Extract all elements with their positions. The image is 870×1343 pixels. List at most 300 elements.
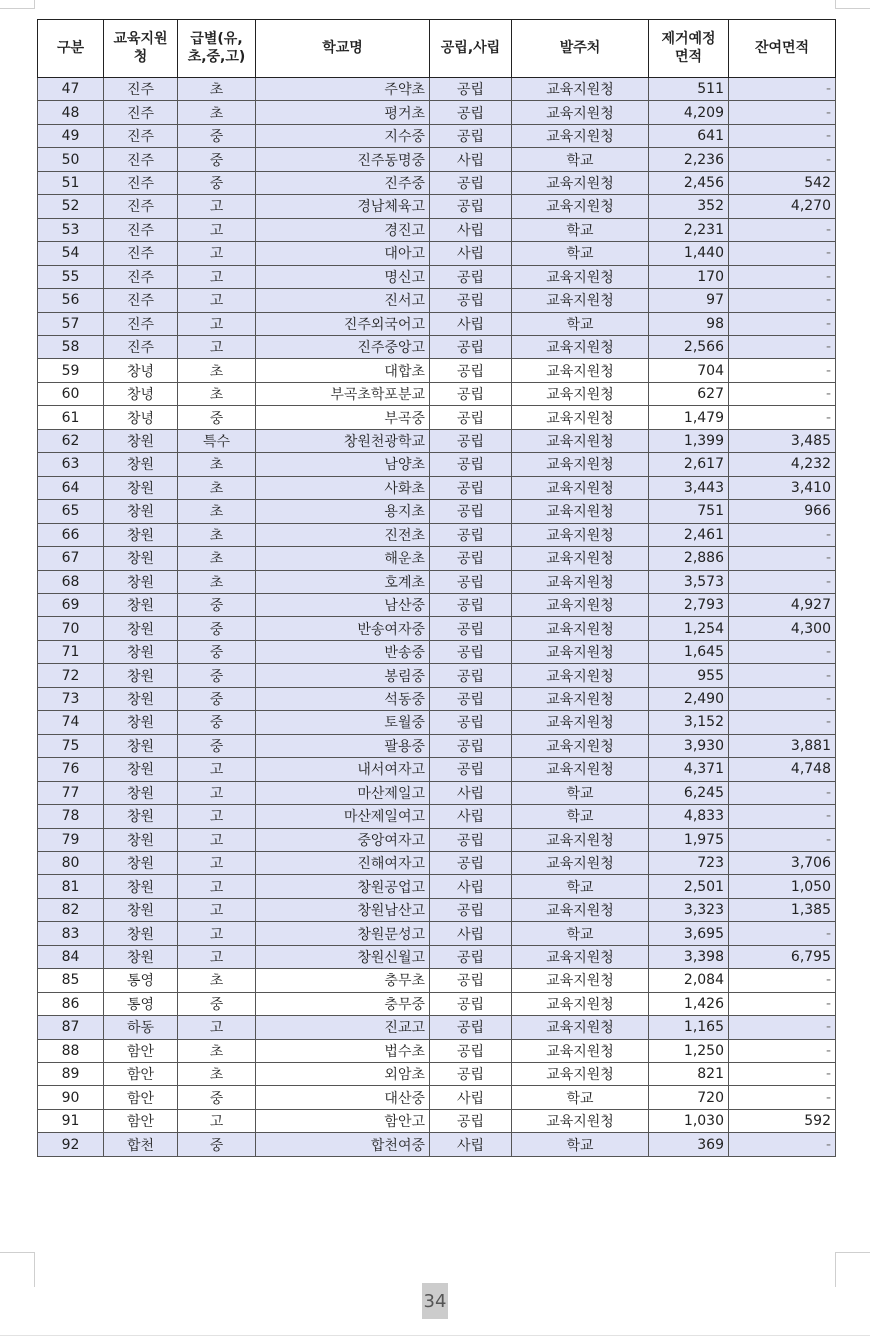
cell-no: 71	[38, 640, 104, 663]
table-row	[38, 1133, 836, 1156]
cell-area: 3,323	[649, 898, 729, 921]
cell-office: 창원	[104, 781, 178, 804]
table-row	[38, 453, 836, 476]
cell-school: 법수초	[256, 1039, 430, 1062]
cell-no: 84	[38, 945, 104, 968]
table-row	[38, 687, 836, 710]
cell-area: 1,399	[649, 429, 729, 452]
cell-client: 교육지원청	[512, 734, 649, 757]
cell-client: 교육지원청	[512, 711, 649, 734]
cell-area: 2,566	[649, 335, 729, 358]
cell-type: 공립	[430, 406, 512, 429]
cell-school: 부곡중	[256, 406, 430, 429]
cell-office: 진주	[104, 242, 178, 265]
cell-remain: 1,385	[729, 898, 836, 921]
cell-area: 1,250	[649, 1039, 729, 1062]
cell-no: 87	[38, 1016, 104, 1039]
cell-level: 중	[178, 640, 256, 663]
cell-remain: -	[729, 78, 836, 101]
cell-school: 충무초	[256, 969, 430, 992]
table-row	[38, 851, 836, 874]
cell-level: 고	[178, 758, 256, 781]
cell-remain: -	[729, 101, 836, 124]
cell-type: 공립	[430, 617, 512, 640]
cell-school: 봉림중	[256, 664, 430, 687]
cell-area: 3,573	[649, 570, 729, 593]
cell-area: 97	[649, 289, 729, 312]
cell-office: 진주	[104, 101, 178, 124]
table-header-row	[38, 20, 836, 78]
table-row	[38, 500, 836, 523]
cell-remain: -	[729, 781, 836, 804]
cell-area: 2,617	[649, 453, 729, 476]
cell-remain: -	[729, 922, 836, 945]
cell-office: 창원	[104, 640, 178, 663]
cell-client: 교육지원청	[512, 992, 649, 1015]
cell-school: 창원남산고	[256, 898, 430, 921]
cell-level: 중	[178, 406, 256, 429]
cell-level: 초	[178, 969, 256, 992]
cell-type: 공립	[430, 453, 512, 476]
cell-type: 공립	[430, 687, 512, 710]
cell-no: 56	[38, 289, 104, 312]
cell-office: 창녕	[104, 406, 178, 429]
cell-type: 공립	[430, 898, 512, 921]
cell-type: 공립	[430, 500, 512, 523]
cell-remain: 4,232	[729, 453, 836, 476]
cell-level: 중	[178, 171, 256, 194]
cell-client: 교육지원청	[512, 429, 649, 452]
cell-school: 내서여자고	[256, 758, 430, 781]
cell-no: 54	[38, 242, 104, 265]
page-bottom-edge	[0, 1335, 870, 1336]
table-row	[38, 124, 836, 147]
cell-level: 중	[178, 734, 256, 757]
cell-remain: -	[729, 969, 836, 992]
crop-mark-bottom-left	[0, 1252, 35, 1287]
cell-level: 고	[178, 242, 256, 265]
table-row	[38, 828, 836, 851]
cell-no: 81	[38, 875, 104, 898]
cell-client: 교육지원청	[512, 570, 649, 593]
cell-area: 720	[649, 1086, 729, 1109]
cell-office: 창원	[104, 898, 178, 921]
cell-level: 중	[178, 124, 256, 147]
cell-school: 남산중	[256, 593, 430, 616]
cell-no: 47	[38, 78, 104, 101]
cell-area: 2,501	[649, 875, 729, 898]
cell-no: 78	[38, 805, 104, 828]
cell-client: 교육지원청	[512, 547, 649, 570]
cell-school: 합천여중	[256, 1133, 430, 1156]
cell-area: 723	[649, 851, 729, 874]
cell-no: 68	[38, 570, 104, 593]
cell-office: 하동	[104, 1016, 178, 1039]
cell-area: 2,236	[649, 148, 729, 171]
cell-no: 48	[38, 101, 104, 124]
cell-area: 955	[649, 664, 729, 687]
cell-remain: 3,881	[729, 734, 836, 757]
cell-office: 함안	[104, 1086, 178, 1109]
cell-office: 창원	[104, 805, 178, 828]
cell-office: 창원	[104, 593, 178, 616]
table-row	[38, 547, 836, 570]
table-row	[38, 640, 836, 663]
cell-area: 751	[649, 500, 729, 523]
cell-client: 교육지원청	[512, 1039, 649, 1062]
cell-area: 511	[649, 78, 729, 101]
cell-type: 사립	[430, 218, 512, 241]
cell-no: 82	[38, 898, 104, 921]
cell-area: 627	[649, 382, 729, 405]
cell-no: 70	[38, 617, 104, 640]
asbestos-removal-table	[37, 19, 836, 1157]
cell-client: 교육지원청	[512, 78, 649, 101]
cell-no: 72	[38, 664, 104, 687]
cell-office: 창원	[104, 875, 178, 898]
cell-level: 고	[178, 312, 256, 335]
cell-school: 명신고	[256, 265, 430, 288]
cell-type: 공립	[430, 476, 512, 499]
cell-type: 공립	[430, 734, 512, 757]
cell-area: 3,152	[649, 711, 729, 734]
cell-no: 53	[38, 218, 104, 241]
cell-client: 학교	[512, 312, 649, 335]
cell-type: 공립	[430, 124, 512, 147]
header-type: 공립,사립	[430, 20, 512, 78]
cell-school: 함안고	[256, 1109, 430, 1132]
cell-area: 2,084	[649, 969, 729, 992]
cell-level: 초	[178, 101, 256, 124]
cell-type: 사립	[430, 781, 512, 804]
cell-remain: -	[729, 687, 836, 710]
table-row	[38, 335, 836, 358]
cell-type: 공립	[430, 851, 512, 874]
cell-school: 진주동명중	[256, 148, 430, 171]
cell-no: 59	[38, 359, 104, 382]
cell-area: 2,886	[649, 547, 729, 570]
table-row	[38, 593, 836, 616]
cell-level: 고	[178, 1016, 256, 1039]
cell-remain: 4,927	[729, 593, 836, 616]
cell-no: 77	[38, 781, 104, 804]
cell-school: 진해여자고	[256, 851, 430, 874]
cell-no: 69	[38, 593, 104, 616]
cell-type: 공립	[430, 195, 512, 218]
header-office: 교육지원청	[104, 20, 178, 78]
cell-client: 교육지원청	[512, 898, 649, 921]
cell-client: 교육지원청	[512, 593, 649, 616]
cell-level: 중	[178, 687, 256, 710]
table-row	[38, 523, 836, 546]
table-row	[38, 664, 836, 687]
cell-level: 중	[178, 617, 256, 640]
cell-office: 진주	[104, 195, 178, 218]
table-row	[38, 711, 836, 734]
cell-office: 창원	[104, 429, 178, 452]
cell-remain: 3,410	[729, 476, 836, 499]
header-client: 발주처	[512, 20, 649, 78]
cell-type: 공립	[430, 640, 512, 663]
cell-remain: -	[729, 640, 836, 663]
cell-office: 진주	[104, 78, 178, 101]
cell-office: 함안	[104, 1109, 178, 1132]
table-row	[38, 898, 836, 921]
cell-no: 64	[38, 476, 104, 499]
cell-no: 74	[38, 711, 104, 734]
cell-school: 진전초	[256, 523, 430, 546]
cell-no: 61	[38, 406, 104, 429]
cell-area: 2,231	[649, 218, 729, 241]
cell-area: 821	[649, 1063, 729, 1086]
cell-type: 사립	[430, 1086, 512, 1109]
cell-type: 공립	[430, 711, 512, 734]
cell-area: 3,695	[649, 922, 729, 945]
crop-mark-top-right	[835, 0, 870, 9]
cell-level: 중	[178, 1133, 256, 1156]
header-school: 학교명	[256, 20, 430, 78]
cell-level: 초	[178, 476, 256, 499]
cell-client: 교육지원청	[512, 758, 649, 781]
table-row	[38, 617, 836, 640]
table-row	[38, 265, 836, 288]
cell-area: 3,398	[649, 945, 729, 968]
cell-type: 사립	[430, 312, 512, 335]
cell-school: 반송중	[256, 640, 430, 663]
cell-no: 49	[38, 124, 104, 147]
cell-office: 창원	[104, 945, 178, 968]
page-number: 34	[422, 1283, 448, 1319]
cell-office: 진주	[104, 265, 178, 288]
cell-client: 교육지원청	[512, 828, 649, 851]
cell-school: 진주외국어고	[256, 312, 430, 335]
table-row	[38, 758, 836, 781]
cell-client: 학교	[512, 242, 649, 265]
cell-school: 충무중	[256, 992, 430, 1015]
cell-remain: 6,795	[729, 945, 836, 968]
cell-level: 고	[178, 195, 256, 218]
cell-type: 공립	[430, 992, 512, 1015]
cell-level: 초	[178, 1039, 256, 1062]
table-body	[38, 78, 836, 1157]
cell-remain: 592	[729, 1109, 836, 1132]
cell-remain: -	[729, 1063, 836, 1086]
cell-level: 초	[178, 523, 256, 546]
cell-office: 창원	[104, 547, 178, 570]
cell-area: 2,461	[649, 523, 729, 546]
table-row	[38, 476, 836, 499]
cell-level: 고	[178, 218, 256, 241]
cell-remain: -	[729, 242, 836, 265]
table-row	[38, 805, 836, 828]
cell-school: 경진고	[256, 218, 430, 241]
cell-remain: 3,706	[729, 851, 836, 874]
table-row	[38, 570, 836, 593]
cell-office: 창원	[104, 922, 178, 945]
cell-type: 공립	[430, 593, 512, 616]
cell-school: 마산제일고	[256, 781, 430, 804]
cell-school: 진주중앙고	[256, 335, 430, 358]
cell-area: 1,975	[649, 828, 729, 851]
cell-school: 대아고	[256, 242, 430, 265]
cell-school: 반송여자중	[256, 617, 430, 640]
cell-office: 창원	[104, 570, 178, 593]
cell-school: 지수중	[256, 124, 430, 147]
cell-school: 경남체육고	[256, 195, 430, 218]
cell-area: 6,245	[649, 781, 729, 804]
cell-level: 초	[178, 570, 256, 593]
cell-no: 79	[38, 828, 104, 851]
cell-level: 고	[178, 875, 256, 898]
cell-type: 공립	[430, 828, 512, 851]
cell-level: 고	[178, 945, 256, 968]
cell-no: 55	[38, 265, 104, 288]
cell-client: 교육지원청	[512, 265, 649, 288]
cell-level: 고	[178, 781, 256, 804]
cell-school: 토월중	[256, 711, 430, 734]
cell-client: 교육지원청	[512, 171, 649, 194]
table-row	[38, 1039, 836, 1062]
table-row	[38, 922, 836, 945]
table-row	[38, 945, 836, 968]
cell-remain: -	[729, 1039, 836, 1062]
table-row	[38, 969, 836, 992]
cell-remain: -	[729, 335, 836, 358]
cell-no: 51	[38, 171, 104, 194]
cell-level: 초	[178, 359, 256, 382]
cell-school: 부곡초학포분교	[256, 382, 430, 405]
cell-office: 통영	[104, 992, 178, 1015]
cell-no: 63	[38, 453, 104, 476]
cell-level: 고	[178, 851, 256, 874]
cell-school: 팔용중	[256, 734, 430, 757]
cell-client: 교육지원청	[512, 382, 649, 405]
cell-remain: 4,748	[729, 758, 836, 781]
table-row	[38, 148, 836, 171]
cell-office: 창녕	[104, 359, 178, 382]
cell-client: 교육지원청	[512, 124, 649, 147]
cell-office: 창원	[104, 523, 178, 546]
cell-type: 공립	[430, 101, 512, 124]
cell-school: 마산제일여고	[256, 805, 430, 828]
cell-area: 3,443	[649, 476, 729, 499]
cell-office: 창원	[104, 453, 178, 476]
cell-area: 4,371	[649, 758, 729, 781]
header-area: 제거예정 면적	[649, 20, 729, 78]
cell-no: 52	[38, 195, 104, 218]
cell-type: 공립	[430, 429, 512, 452]
cell-remain: -	[729, 265, 836, 288]
cell-office: 창원	[104, 711, 178, 734]
cell-office: 진주	[104, 218, 178, 241]
cell-school: 남양초	[256, 453, 430, 476]
cell-office: 함안	[104, 1039, 178, 1062]
cell-school: 대합초	[256, 359, 430, 382]
cell-remain: 4,270	[729, 195, 836, 218]
cell-remain: -	[729, 992, 836, 1015]
cell-area: 1,645	[649, 640, 729, 663]
table-row	[38, 382, 836, 405]
cell-remain: -	[729, 805, 836, 828]
cell-type: 사립	[430, 922, 512, 945]
cell-client: 교육지원청	[512, 640, 649, 663]
cell-level: 고	[178, 898, 256, 921]
cell-office: 창원	[104, 734, 178, 757]
cell-school: 주약초	[256, 78, 430, 101]
cell-type: 공립	[430, 969, 512, 992]
cell-remain: -	[729, 664, 836, 687]
cell-school: 호계초	[256, 570, 430, 593]
cell-level: 중	[178, 148, 256, 171]
cell-remain: -	[729, 1133, 836, 1156]
cell-school: 해운초	[256, 547, 430, 570]
cell-remain: -	[729, 359, 836, 382]
cell-client: 교육지원청	[512, 1016, 649, 1039]
cell-client: 교육지원청	[512, 687, 649, 710]
cell-remain: -	[729, 312, 836, 335]
cell-area: 352	[649, 195, 729, 218]
cell-school: 진서고	[256, 289, 430, 312]
cell-level: 초	[178, 382, 256, 405]
cell-office: 합천	[104, 1133, 178, 1156]
cell-no: 88	[38, 1039, 104, 1062]
cell-office: 통영	[104, 969, 178, 992]
cell-level: 중	[178, 711, 256, 734]
cell-remain: 3,485	[729, 429, 836, 452]
cell-remain: -	[729, 124, 836, 147]
cell-school: 사화초	[256, 476, 430, 499]
cell-no: 92	[38, 1133, 104, 1156]
table-row	[38, 312, 836, 335]
cell-type: 공립	[430, 1016, 512, 1039]
cell-office: 창원	[104, 664, 178, 687]
table-row	[38, 429, 836, 452]
cell-office: 진주	[104, 124, 178, 147]
cell-type: 공립	[430, 1039, 512, 1062]
cell-no: 91	[38, 1109, 104, 1132]
cell-area: 1,426	[649, 992, 729, 1015]
cell-remain: 542	[729, 171, 836, 194]
table-row	[38, 1109, 836, 1132]
cell-remain: -	[729, 1016, 836, 1039]
cell-remain: -	[729, 570, 836, 593]
cell-level: 고	[178, 922, 256, 945]
cell-level: 중	[178, 664, 256, 687]
cell-client: 학교	[512, 1133, 649, 1156]
cell-school: 석동중	[256, 687, 430, 710]
cell-remain: -	[729, 406, 836, 429]
table-row	[38, 1063, 836, 1086]
table-row	[38, 218, 836, 241]
table-row	[38, 171, 836, 194]
cell-school: 용지초	[256, 500, 430, 523]
cell-no: 86	[38, 992, 104, 1015]
cell-area: 1,030	[649, 1109, 729, 1132]
header-no: 구분	[38, 20, 104, 78]
cell-client: 교육지원청	[512, 359, 649, 382]
cell-school: 진주중	[256, 171, 430, 194]
cell-no: 83	[38, 922, 104, 945]
table-row	[38, 78, 836, 101]
cell-type: 공립	[430, 547, 512, 570]
header-remain: 잔여면적	[729, 20, 836, 78]
table-row	[38, 101, 836, 124]
cell-client: 교육지원청	[512, 500, 649, 523]
cell-level: 초	[178, 453, 256, 476]
cell-type: 공립	[430, 523, 512, 546]
cell-level: 고	[178, 289, 256, 312]
cell-area: 369	[649, 1133, 729, 1156]
